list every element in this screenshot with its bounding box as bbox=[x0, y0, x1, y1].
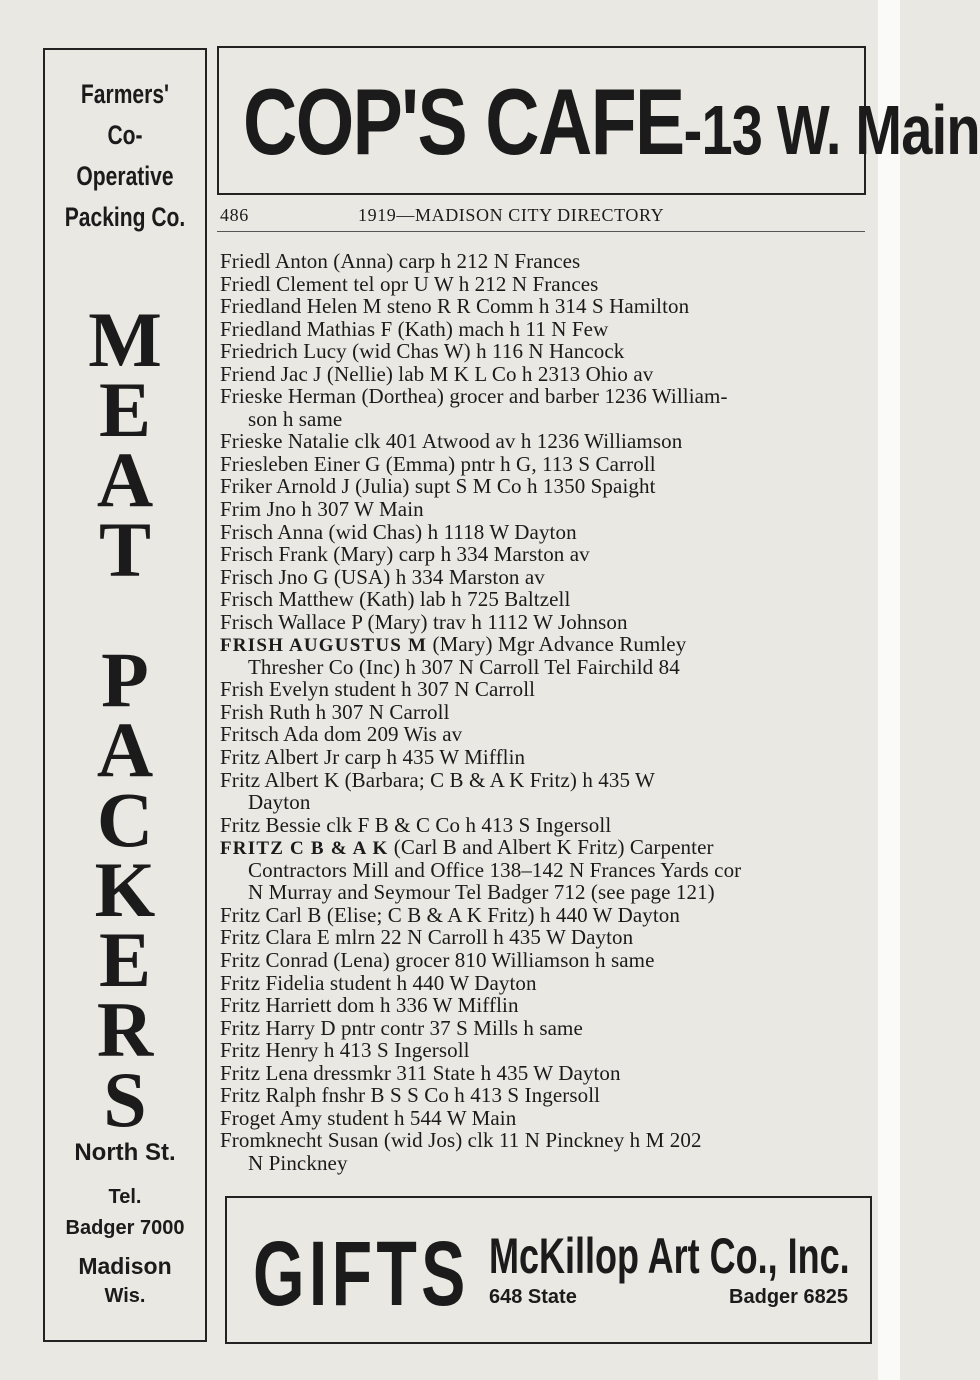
entry-text: Dayton bbox=[248, 790, 311, 815]
entry-text: Friedrich Lucy (wid Chas W) h 116 N Hancock bbox=[220, 339, 625, 364]
entry-text: Contractors Mill and Office 138–142 N Frances Yards cor bbox=[248, 857, 742, 882]
vertical-slogan bbox=[45, 296, 205, 1143]
header-rule bbox=[217, 231, 865, 232]
directory-entry bbox=[220, 498, 872, 521]
advertiser-phone: Badger 6825 bbox=[729, 1286, 848, 1308]
entry-text: Friedland Mathias F (Kath) mach h 11 N Few bbox=[220, 316, 609, 341]
directory-entry bbox=[220, 972, 872, 995]
slogan-letter: E bbox=[98, 366, 152, 453]
slogan-letter: R bbox=[96, 986, 154, 1073]
entry-text: Friesleben Einer G (Emma) pntr h G, 113 S Carroll bbox=[220, 451, 656, 476]
directory-entry bbox=[220, 475, 872, 498]
entry-text: Thresher Co (Inc) h 307 N Carroll Tel Fairchild 84 bbox=[248, 654, 680, 679]
entry-text: Friker Arnold J (Julia) supt S M Co h 1350 Spaight bbox=[220, 474, 656, 499]
entry-text: Fritz Harry D pntr contr 37 S Mills h same bbox=[220, 1015, 583, 1040]
entry-text: Fritz Harriett dom h 336 W Mifflin bbox=[220, 993, 519, 1018]
entry-name-bold: FRITZ C B & A K bbox=[220, 838, 389, 860]
company-line: Packing Co. bbox=[64, 202, 186, 232]
entry-text: Friedl Clement tel opr U W h 212 N Frances bbox=[220, 271, 599, 296]
sidebar-contact bbox=[45, 1133, 205, 1309]
directory-entry bbox=[220, 273, 872, 296]
directory-entry bbox=[220, 1107, 872, 1130]
entry-text: (Carl B and Albert K Fritz) Carpenter bbox=[388, 835, 714, 860]
entry-text: Frisch Frank (Mary) carp h 334 Marston av bbox=[220, 542, 590, 567]
directory-entry bbox=[220, 1062, 872, 1085]
page-number: 486 bbox=[220, 205, 249, 225]
entry-text: Frisch Anna (wid Chas) h 1118 W Dayton bbox=[220, 519, 577, 544]
directory-entry bbox=[220, 385, 872, 408]
directory-entry bbox=[220, 250, 872, 273]
entry-text: Fromknecht Susan (wid Jos) clk 11 N Pinckney h M 202 bbox=[220, 1128, 702, 1153]
directory-entry-continuation bbox=[220, 656, 872, 679]
entry-text: Frish Evelyn student h 307 N Carroll bbox=[220, 677, 536, 702]
entry-text: Fritz Carl B (Elise; C B & A K Fritz) h 440 W Dayton bbox=[220, 902, 680, 927]
street-address: North St. bbox=[74, 1139, 176, 1166]
entry-text: Frieske Herman (Dorthea) grocer and barber 1236 William- bbox=[220, 384, 728, 409]
page-edge bbox=[878, 0, 900, 1380]
entry-text: Fritz Albert Jr carp h 435 W Mifflin bbox=[220, 745, 526, 770]
entry-text: Friedl Anton (Anna) carp h 212 N Frances bbox=[220, 249, 581, 273]
entry-text: Frisch Wallace P (Mary) trav h 1112 W Johnson bbox=[220, 609, 628, 634]
slogan-letter: C bbox=[96, 776, 154, 863]
directory-entry bbox=[220, 611, 872, 634]
entry-text: Friedland Helen M steno R R Comm h 314 S Hamilton bbox=[220, 294, 690, 319]
directory-entry bbox=[220, 521, 872, 544]
directory-entry bbox=[220, 1084, 872, 1107]
directory-entry bbox=[220, 701, 872, 724]
tel-label: Tel. bbox=[108, 1186, 142, 1208]
bottom-advertisement bbox=[225, 1196, 872, 1344]
phone-number: Badger 7000 bbox=[65, 1217, 185, 1239]
slogan-letter: T bbox=[98, 506, 152, 593]
entry-text: N Murray and Seymour Tel Badger 712 (see page 121) bbox=[248, 880, 715, 905]
entry-text: Fritz Conrad (Lena) grocer 810 Williamson h same bbox=[220, 947, 655, 972]
slogan-letter: P bbox=[101, 636, 149, 723]
directory-entry bbox=[220, 363, 872, 386]
directory-entry bbox=[220, 836, 872, 859]
entry-text: Fritz Henry h 413 S Ingersoll bbox=[220, 1038, 470, 1063]
company-line: Farmers' bbox=[80, 79, 170, 109]
entry-text: Fritz Fidelia student h 440 W Dayton bbox=[220, 970, 537, 995]
cafe-address: -13 W. Main bbox=[683, 91, 980, 169]
directory-entry bbox=[220, 926, 872, 949]
slogan-letter: K bbox=[94, 846, 156, 933]
city: Madison bbox=[78, 1253, 172, 1279]
directory-entry-continuation bbox=[220, 408, 872, 431]
directory-entries bbox=[220, 250, 872, 1174]
state: Wis. bbox=[104, 1285, 146, 1307]
directory-entry bbox=[220, 543, 872, 566]
entry-text: Frim Jno h 307 W Main bbox=[220, 497, 424, 522]
slogan-letter: S bbox=[103, 1056, 147, 1143]
entry-text: Frisch Matthew (Kath) lab h 725 Baltzell bbox=[220, 587, 571, 612]
directory-entry bbox=[220, 453, 872, 476]
sidebar-advertisement bbox=[43, 48, 207, 1342]
directory-entry bbox=[220, 994, 872, 1017]
slogan-letter: A bbox=[96, 436, 154, 523]
directory-entry bbox=[220, 814, 872, 837]
entry-text: son h same bbox=[248, 406, 343, 431]
company-line: Co-Operative bbox=[76, 120, 174, 191]
entry-text: Froget Amy student h 544 W Main bbox=[220, 1105, 517, 1130]
directory-entry bbox=[220, 1017, 872, 1040]
entry-text: Frish Ruth h 307 N Carroll bbox=[220, 699, 450, 724]
directory-entry bbox=[220, 566, 872, 589]
entry-text: N Pinckney bbox=[248, 1150, 348, 1175]
directory-entry bbox=[220, 430, 872, 453]
directory-entry bbox=[220, 318, 872, 341]
directory-entry bbox=[220, 723, 872, 746]
entry-text: Fritz Albert K (Barbara; C B & A K Fritz) h 435 W bbox=[220, 767, 655, 792]
directory-entry bbox=[220, 746, 872, 769]
entry-text: Frisch Jno G (USA) h 334 Marston av bbox=[220, 564, 545, 589]
directory-entry bbox=[220, 769, 872, 792]
directory-entry-continuation bbox=[220, 1152, 872, 1175]
directory-entry bbox=[220, 340, 872, 363]
gifts-headline bbox=[253, 1223, 470, 1325]
entry-name-bold: FRISH AUGUSTUS M bbox=[220, 635, 428, 657]
directory-entry-continuation bbox=[220, 791, 872, 814]
entry-text: Fritsch Ada dom 209 Wis av bbox=[220, 722, 463, 747]
entry-text: (Mary) Mgr Advance Rumley bbox=[427, 632, 687, 657]
directory-entry bbox=[220, 949, 872, 972]
entry-text: Fritz Ralph fnshr B S S Co h 413 S Ingersoll bbox=[220, 1083, 601, 1108]
gifts-text: GIFTS bbox=[253, 1223, 470, 1325]
directory-entry-continuation bbox=[220, 859, 872, 882]
directory-entry bbox=[220, 1039, 872, 1062]
directory-entry bbox=[220, 1129, 872, 1152]
directory-entry bbox=[220, 633, 872, 656]
directory-entry bbox=[220, 295, 872, 318]
entry-text: Frieske Natalie clk 401 Atwood av h 1236 Williamson bbox=[220, 429, 683, 454]
running-header bbox=[220, 205, 865, 231]
entry-text: Fritz Bessie clk F B & C Co h 413 S Ingersoll bbox=[220, 812, 612, 837]
directory-entry-continuation bbox=[220, 881, 872, 904]
entry-text: Fritz Clara E mlrn 22 N Carroll h 435 W Dayton bbox=[220, 925, 634, 950]
slogan-letter: M bbox=[88, 296, 162, 383]
slogan-letter: A bbox=[96, 706, 154, 793]
cafe-name: COP'S CAFE bbox=[243, 69, 684, 174]
directory-entry bbox=[220, 588, 872, 611]
slogan-letter: E bbox=[98, 916, 152, 1003]
page-title: 1919—MADISON CITY DIRECTORY bbox=[358, 205, 665, 225]
advertiser-address: 648 State bbox=[489, 1286, 577, 1308]
entry-text: Fritz Lena dressmkr 311 State h 435 W Dayton bbox=[220, 1060, 621, 1085]
directory-entry bbox=[220, 678, 872, 701]
entry-text: Friend Jac J (Nellie) lab M K L Co h 2313 Ohio av bbox=[220, 361, 654, 386]
directory-entry bbox=[220, 904, 872, 927]
top-banner-advertisement bbox=[217, 46, 980, 195]
advertiser-name: McKillop Art Co., Inc. bbox=[489, 1228, 850, 1284]
company-name bbox=[63, 74, 188, 238]
